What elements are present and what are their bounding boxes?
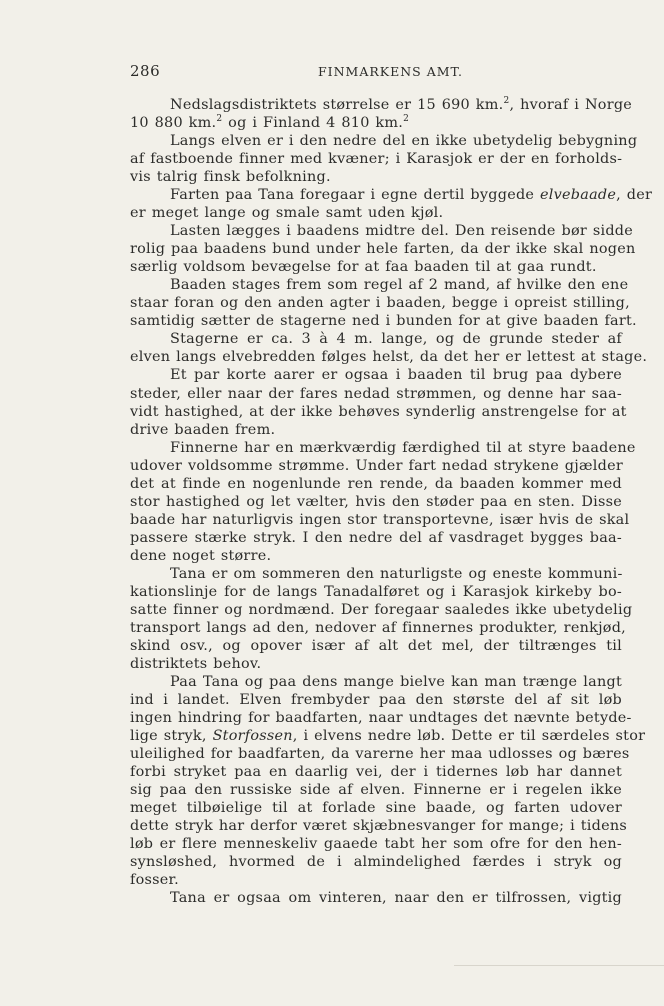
running-head: FINMARKENS AMT. bbox=[318, 64, 464, 79]
text-line: synsløshed, hvormed de i almindelighed færdes i stryk og bbox=[130, 854, 622, 871]
text-line: meget tilbøielige til at forlade sine baade, og farten udover bbox=[130, 800, 622, 817]
text-line: skind osv., og opover især af alt det mel, der tiltrænges til bbox=[130, 637, 622, 654]
text-line: Tana er om sommeren den naturligste og eneste kommuni- bbox=[170, 565, 623, 582]
body-text bbox=[130, 96, 653, 907]
text-line: distriktets behov. bbox=[130, 655, 262, 672]
text-line: ind i landet. Elven frembyder paa den største del af sit løb bbox=[130, 692, 622, 709]
page-edge-mark bbox=[454, 965, 664, 966]
text-line: satte finner og nordmænd. Der foregaar saaledes ikke ubetydelig bbox=[130, 601, 633, 618]
text-line: Nedslagsdistriktets størrelse er 15 690 km.$^2$, hvoraf i Norge bbox=[170, 96, 633, 113]
text-line: drive baaden frem. bbox=[130, 421, 276, 438]
text-line: steder, eller naar der fares nedad strømmen, og denne har saa- bbox=[130, 385, 622, 402]
text-line: baade har naturligvis ingen stor transportevne, især hvis de skal bbox=[130, 511, 630, 528]
text-line: Paa Tana og paa dens mange bielve kan man trænge langt bbox=[170, 674, 622, 690]
text-line: Tana er ogsaa om vinteren, naar den er tilfrossen, vigtig bbox=[170, 890, 622, 907]
text-line: passere stærke stryk. I den nedre del af vasdraget bygges baa- bbox=[130, 529, 622, 546]
text-line: det at finde en nogenlunde ren rende, da baaden kommer med bbox=[130, 475, 622, 492]
text-line: lige stryk, Storfossen, i elvens nedre løb. Dette er til særdeles stor bbox=[130, 728, 646, 745]
text-line: vis talrig finsk befolkning. bbox=[130, 169, 331, 186]
text-line: dene noget større. bbox=[130, 547, 272, 564]
text-line: rolig paa baadens bund under hele farten, da der ikke skal nogen bbox=[130, 241, 636, 258]
page-header bbox=[130, 62, 620, 84]
text-line: er meget lange og smale samt uden kjøl. bbox=[130, 205, 444, 222]
text-line: Farten paa Tana foregaar i egne dertil byggede elvebaade, der bbox=[170, 187, 653, 204]
text-line: elven langs elvebredden følges helst, da det her er lettest at stage. bbox=[130, 349, 648, 366]
text-line: løb er flere menneskeliv gaaede tabt her som ofre for den hen- bbox=[130, 836, 622, 853]
text-line: Stagerne er ca. 3 à 4 m. lange, og de grunde steder af bbox=[170, 331, 622, 348]
text-line: vidt hastighed, at der ikke behøves synderlig anstrengelse for at bbox=[130, 403, 627, 420]
text-line: 10 880 km.$^2$ og i Finland 4 810 km.$^2$ bbox=[130, 114, 410, 132]
text-line: kationslinje for de langs Tanadalføret og i Karasjok kirkeby bo- bbox=[130, 583, 622, 600]
text-line: af fastboende finner med kvæner; i Karasjok er der en forholds- bbox=[130, 151, 623, 168]
text-line: dette stryk har derfor været skjæbnesvanger for mange; i tidens bbox=[130, 818, 628, 835]
text-line: fosser. bbox=[130, 872, 179, 889]
text-line: samtidig sætter de stagerne ned i bunden for at give baaden fart. bbox=[130, 313, 637, 330]
text-line: stor hastighed og let vælter, hvis den støder paa en sten. Disse bbox=[130, 493, 622, 510]
text-line: sig paa den russiske side af elven. Finnerne er i regelen ikke bbox=[130, 782, 622, 799]
text-line: Finnerne har en mærkværdig færdighed til at styre baadene bbox=[170, 439, 636, 456]
text-line: udover voldsomme strømme. Under fart nedad strykene gjælder bbox=[130, 457, 623, 474]
text-line: ingen hindring for baadfarten, naar undtages det nævnte betyde- bbox=[130, 710, 632, 727]
text-line: Et par korte aarer er ogsaa i baaden til brug paa dybere bbox=[170, 367, 622, 384]
text-line: særlig voldsom bevægelse for at faa baaden til at gaa rundt. bbox=[130, 259, 597, 276]
page-number: 286 bbox=[130, 62, 161, 80]
text-line: staar foran og den anden agter i baaden, begge i opreist stilling, bbox=[130, 295, 630, 312]
text-line: forbi stryket paa en daarlig vei, der i tidernes løb har dannet bbox=[130, 764, 622, 781]
text-line: Lasten lægges i baadens midtre del. Den reisende bør sidde bbox=[170, 223, 634, 240]
text-line: Baaden stages frem som regel af 2 mand, af hvilke den ene bbox=[170, 277, 629, 294]
text-line: uleilighed for baadfarten, da varerne her maa udlosses og bæres bbox=[130, 746, 630, 763]
text-line: transport langs ad den, nedover af finnernes produkter, renkjød, bbox=[130, 619, 626, 636]
text-line: Langs elven er i den nedre del en ikke ubetydelig bebygning bbox=[170, 133, 638, 150]
